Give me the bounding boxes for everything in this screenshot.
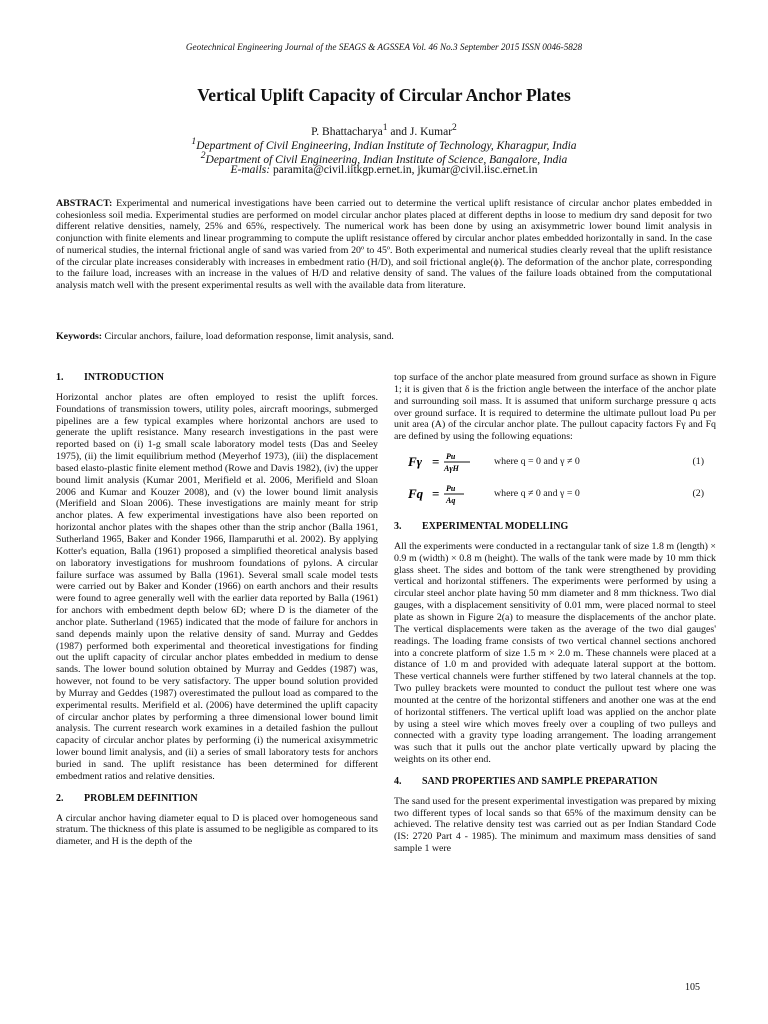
- experimental-modelling-text: All the experiments were conducted in a rectangular tank of size 1.8 m (length) × 0.9 m (width) × 0.8 m (height). The walls of the tank were made by 10 mm thick glass sheet. The sides and bottom of the tank were strengthened by providing vertical and horizontal stiffeners. The experiments were performed by using a circular steel anchor plate having 50 mm diameter and 8 mm thickness. Two dial gauges, with a displacement sensitivity of 0.01 mm, were placed normal to steel plate as shown in Figure 2(a) to measure the displacements of the anchor plate. The vertical displacements were taken as the average of the two dial gauges' readings. The loading frame consists of two vertical channel sections anchored into a concrete platform of size 1.5 m × 2.0 m. These channels were placed at a distance of 1.0 m and provided with adequate lateral support at the bottom. These vertical channels were further stiffened by two lateral channels at the top. Two pulley brackets were mounted to conduct the pullout test where one was mounted at the centre of the horizontal stiffeners and another one was at the end of horizontal stiffeners. The vertical uplift load was applied on the anchor plate by using a steel wire which moves freely over a coupling of two pulleys and connected with a gravity type loading arrangement. The loading arrangement was such that it pulls out the anchor plate vertically upward by placing the weights on its other end.: [394, 540, 716, 766]
- section-heading-experimental-modelling: 3. EXPERIMENTAL MODELLING: [394, 521, 569, 533]
- equation-2-condition: where q ≠ 0 and γ = 0: [494, 488, 580, 500]
- author-2-affil-mark: 2: [452, 122, 457, 133]
- section-heading-introduction: 1. INTRODUCTION: [56, 372, 165, 383]
- eq1-lhs: Fγ: [408, 454, 423, 470]
- sand-properties-text: The sand used for the present experimental investigation was prepared by mixing two different types of local sands so that 65% of the maximum density can be achieved. The relative density test was carried out as per Indian Standard Code (IS: 2720 Part 4 - 1985). The minimum and maximum mass densities of sand sample 1 were: [394, 795, 716, 855]
- eq2-lhs: Fq: [408, 486, 424, 502]
- email-addresses[interactable]: paramita@civil.iitkgp.ernet.in, jkumar@civil.iisc.ernet.in: [272, 164, 538, 176]
- right-column: [394, 372, 716, 855]
- eq2-numerator: Pu: [446, 484, 456, 494]
- keywords-text: Circular anchors, failure, load deformation response, limit analysis, sand.: [104, 331, 394, 342]
- svg-text:=: =: [432, 454, 440, 470]
- equation-1-formula: [406, 449, 476, 475]
- author-1-affil-mark: 1: [382, 122, 388, 133]
- abstract: [56, 198, 712, 292]
- left-column: [56, 372, 378, 848]
- author-2: and J. Kumar: [387, 125, 453, 138]
- equation-2-number: (2): [692, 488, 704, 500]
- emails-label: E-mails:: [230, 164, 271, 176]
- svg-text:=: =: [432, 486, 440, 502]
- problem-definition-text: A circular anchor having diameter equal to D is placed over homogeneous sand stratum. The thickness of this plate is assumed to be negligible as compared to its diameter, and H is the depth of the: [56, 812, 378, 848]
- equation-2: [394, 481, 716, 507]
- abstract-text: Experimental and numerical investigations have been carried out to determine the vertical uplift resistance of circular anchor plates embedded in cohesionless soil media. Experimental studies are performed on model circular anchor plates placed at different depths in loose to medium dry sand deposit for two different relative densities, namely, 25% and 65%, respectively. The numerical work has been done by using an axisymmetric lower bound limit analysis in conjunction with finite elements and linear programming to compute the uplift resistance offered by circular anchor plates embedded horizontally in sand. In the case of numerical studies, the internal frictional angle of sand was varied from 20º to 45º. Both experimental and numerical studies clearly reveal that the uplift resistance of the circular plate increases considerably with increases in embedment ratio (H/D), and soil frictional angle(ϕ). The deformation of the anchor plate, corresponding to the failure load, increases with an increase in the values of H/D and relative density of sand. The values of the failure loads obtained from the computational analysis match well with the present experimental results as well with the available data from literature.: [56, 198, 713, 291]
- equation-2-formula: [406, 481, 476, 507]
- eq1-numerator: Pu: [446, 452, 456, 462]
- keywords-label: Keywords:: [56, 331, 103, 342]
- author-1: P. Bhattacharya: [311, 125, 383, 138]
- equation-1: [394, 449, 716, 475]
- eq1-denominator: AγH: [444, 464, 459, 474]
- equation-1-number: (1): [692, 456, 704, 468]
- paper-title: Vertical Uplift Capacity of Circular Anchor Plates: [197, 85, 571, 105]
- abstract-label: ABSTRACT:: [56, 198, 113, 209]
- eq2-denominator: Aq: [446, 496, 456, 506]
- section-heading-problem-definition: 2. PROBLEM DEFINITION: [56, 792, 198, 804]
- page-number: 105: [685, 982, 700, 993]
- affiliation-1: $^1$Department of Civil Engineering, Indian Institute of Technology, Kharagpur, India: [191, 136, 577, 152]
- problem-definition-continued: top surface of the anchor plate measured from ground surface as shown in Figure 1; it is given that δ is the friction angle between the interface of the anchor plate and surrounding soil mass. It is assumed that uniform surcharge pressure q acts over ground surface. It is required to determine the ultimate pullout load Pu per unit area (A) of the circular anchor plate. The pullout capacity factors Fγ and Fq are defined by using the following equations:: [394, 372, 716, 443]
- emails: [0, 164, 768, 176]
- affiliation-2: $^2$Department of Civil Engineering, Indian Institute of Science, Bangalore, India: [200, 150, 568, 166]
- equation-1-condition: where q = 0 and γ ≠ 0: [494, 456, 580, 468]
- journal-header: Geotechnical Engineering Journal of the SEAGS & AGSSEA Vol. 46 No.3 September 2015 ISSN 0046-5828: [185, 42, 583, 52]
- introduction-text: Horizontal anchor plates are often employed to resist the uplift forces. Foundations of transmission towers, utility poles, aircraft moorings, submerged pipelines are a few typical examples where horizontal anchors are used to generate the uplift resistance. Many research investigations in the past were reported based on (i) 1-g small scale laboratory model tests (Das and Seeley 1975), (ii) the limit equilibrium method (Meyerhof 1973), (iii) the displacement based elasto-plastic finite element method (Rowe and Davis 1982), (iv) the upper bound limit analysis (Kumar 2001, Merifield et al. 2006, Merifield and Sloan 2006 and Kumar and Kouzer 2008), and (v) the lower bound limit analysis (Merifield and Sloan 2006). These investigations are mainly meant for strip anchor plates. A few experimental investigations have also been reported on horizontal anchor plates with the shapes other than the strip anchor (Balla 1961, Sutherland 1965, Baker and Konder 1966, Ilamparuthi et al. 2002). By applying Kotter's equation, Balla (1961) proposed a simplified theoretical analysis based on laboratory investigations for mushroom foundations of pylons. A circular failure surface was assumed by Balla (1961). Several small scale model tests were carried out by Baker and Konder (1966) on earth anchors and their results were found to agree generally well with the earlier data reported by Balla (1961) for anchors with embedment depth below 6D; where D is the diameter of the anchor plate. Sutherland (1965) indicated that the mode of failure for anchors in sand depends mainly upon the relative density of sand. Murray and Geddes (1987) performed both experimental and theoretical investigations for finding out the uplift capacity of circular anchor plates embedded in medium to dense sands. The lower bound solution obtained by Murray and Geddes (1987) was, however, not found to be very satisfactory. The upper bound solution provided by Murray and Geddes (1987) overestimated the pullout load as compared to the experimental results. Merifield et al. (2006) have determined the uplift capacity of circular anchor plates by performing a three dimensional lower bound limit analysis. The current research work examines in a detailed fashion the pullout capacity of circular anchor plates by performing (i) the numerical axisymmetric lower bound limit analysis, and (ii) a series of small laboratory tests for anchors buried in sand. The uplift resistance has been determined for different embedment ratios and relative densities.: [56, 391, 378, 782]
- keywords: [56, 331, 712, 343]
- section-heading-sand-properties: 4. SAND PROPERTIES AND SAMPLE PREPARATION: [394, 775, 658, 787]
